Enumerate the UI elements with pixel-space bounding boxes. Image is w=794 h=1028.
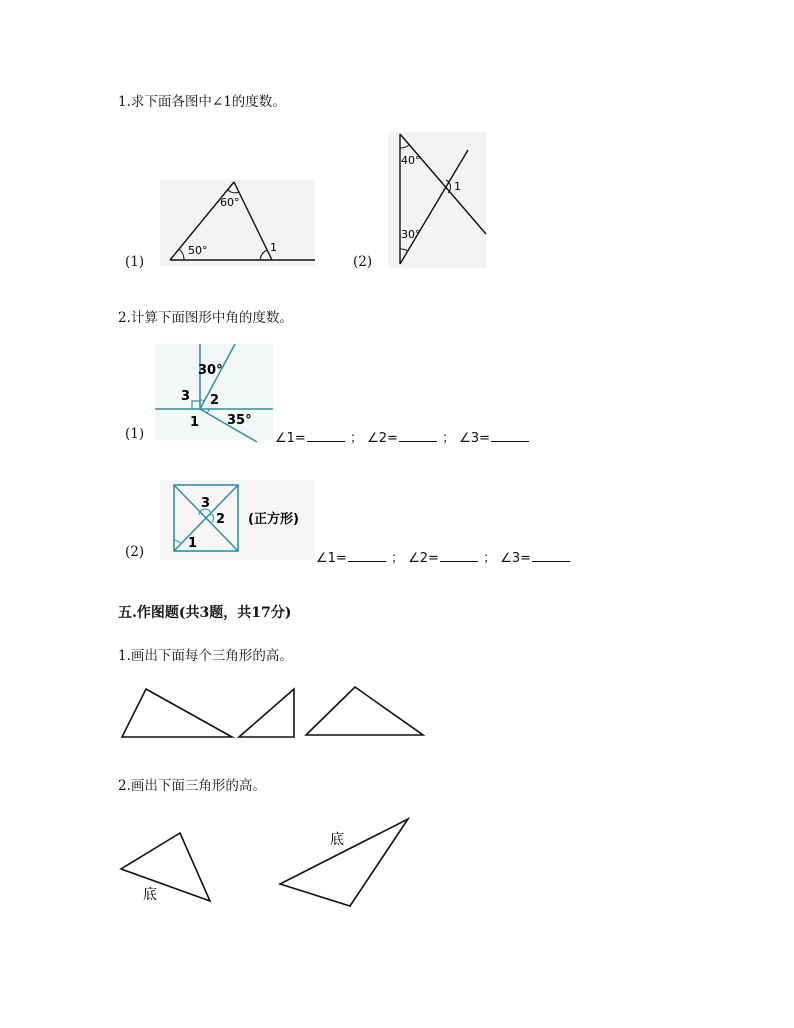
q2-fig2-answers	[316, 550, 571, 565]
answer-blank-1[interactable]	[348, 550, 386, 562]
q2-fig1-answers	[275, 430, 530, 445]
q2-text: 2.计算下面图形中角的度数。	[118, 310, 293, 326]
q1-text: 1.求下面各图中∠1的度数。	[118, 94, 286, 110]
answer-blank-2[interactable]	[399, 430, 437, 442]
base-label-1: 底	[143, 887, 157, 903]
separator: ；	[483, 551, 497, 566]
label-1: 1	[188, 536, 198, 551]
s5-q2-text: 2.画出下面三角形的高。	[118, 778, 266, 794]
label-1: 1	[454, 180, 461, 193]
triangle-1	[121, 833, 210, 901]
answer-blank-2[interactable]	[440, 550, 478, 562]
separator: ；	[390, 551, 404, 566]
label-30: 30°	[198, 363, 223, 378]
s5-q1-text: 1.画出下面每个三角形的高。	[118, 648, 293, 664]
label-35: 35°	[227, 413, 252, 428]
label-50: 50°	[188, 244, 208, 257]
answer-label-2: ∠2=	[367, 431, 398, 446]
separator: ；	[442, 431, 456, 446]
figure-background	[388, 132, 486, 268]
answer-blank-3[interactable]	[532, 550, 570, 562]
answer-blank-3[interactable]	[491, 430, 529, 442]
label-1: 1	[190, 415, 200, 430]
label-30: 30°	[401, 228, 421, 241]
label-3: 3	[181, 389, 191, 404]
answer-label-1: ∠1=	[316, 551, 347, 566]
triangle-1	[122, 689, 232, 737]
s5-q2-triangles-figure	[118, 816, 414, 910]
q2-fig1-mark: (1)	[125, 426, 145, 442]
label-2: 2	[210, 393, 220, 408]
triangle-2	[280, 819, 408, 906]
section5-title: 五.作图题(共3题，共17分)	[118, 605, 292, 621]
figure-background	[155, 344, 273, 440]
answer-label-2: ∠2=	[408, 551, 439, 566]
answer-label-1: ∠1=	[275, 431, 306, 446]
q2-fig1-angles-figure	[155, 344, 280, 444]
label-1: 1	[270, 241, 277, 254]
base-label-2: 底	[330, 832, 344, 848]
answer-label-3: ∠3=	[500, 551, 532, 566]
answer-label-3: ∠3=	[459, 431, 491, 446]
q1-fig1-triangle-figure	[160, 180, 320, 268]
q1-fig2-mark: (2)	[353, 254, 373, 270]
q2-fig2-square-figure	[160, 480, 320, 562]
label-40: 40°	[401, 154, 421, 167]
answer-blank-1[interactable]	[307, 430, 345, 442]
q1-fig1-mark: (1)	[125, 254, 145, 270]
triangle-3	[306, 687, 423, 735]
q1-fig2-lines-figure	[388, 132, 488, 270]
q2-fig2-mark: (2)	[125, 544, 145, 560]
triangle-2	[239, 689, 294, 737]
label-60: 60°	[220, 196, 240, 209]
label-3: 3	[201, 496, 211, 511]
label-2: 2	[216, 512, 226, 527]
label-square: (正方形)	[248, 512, 299, 527]
s5-q1-triangles-figure	[118, 684, 428, 740]
separator: ；	[349, 431, 363, 446]
